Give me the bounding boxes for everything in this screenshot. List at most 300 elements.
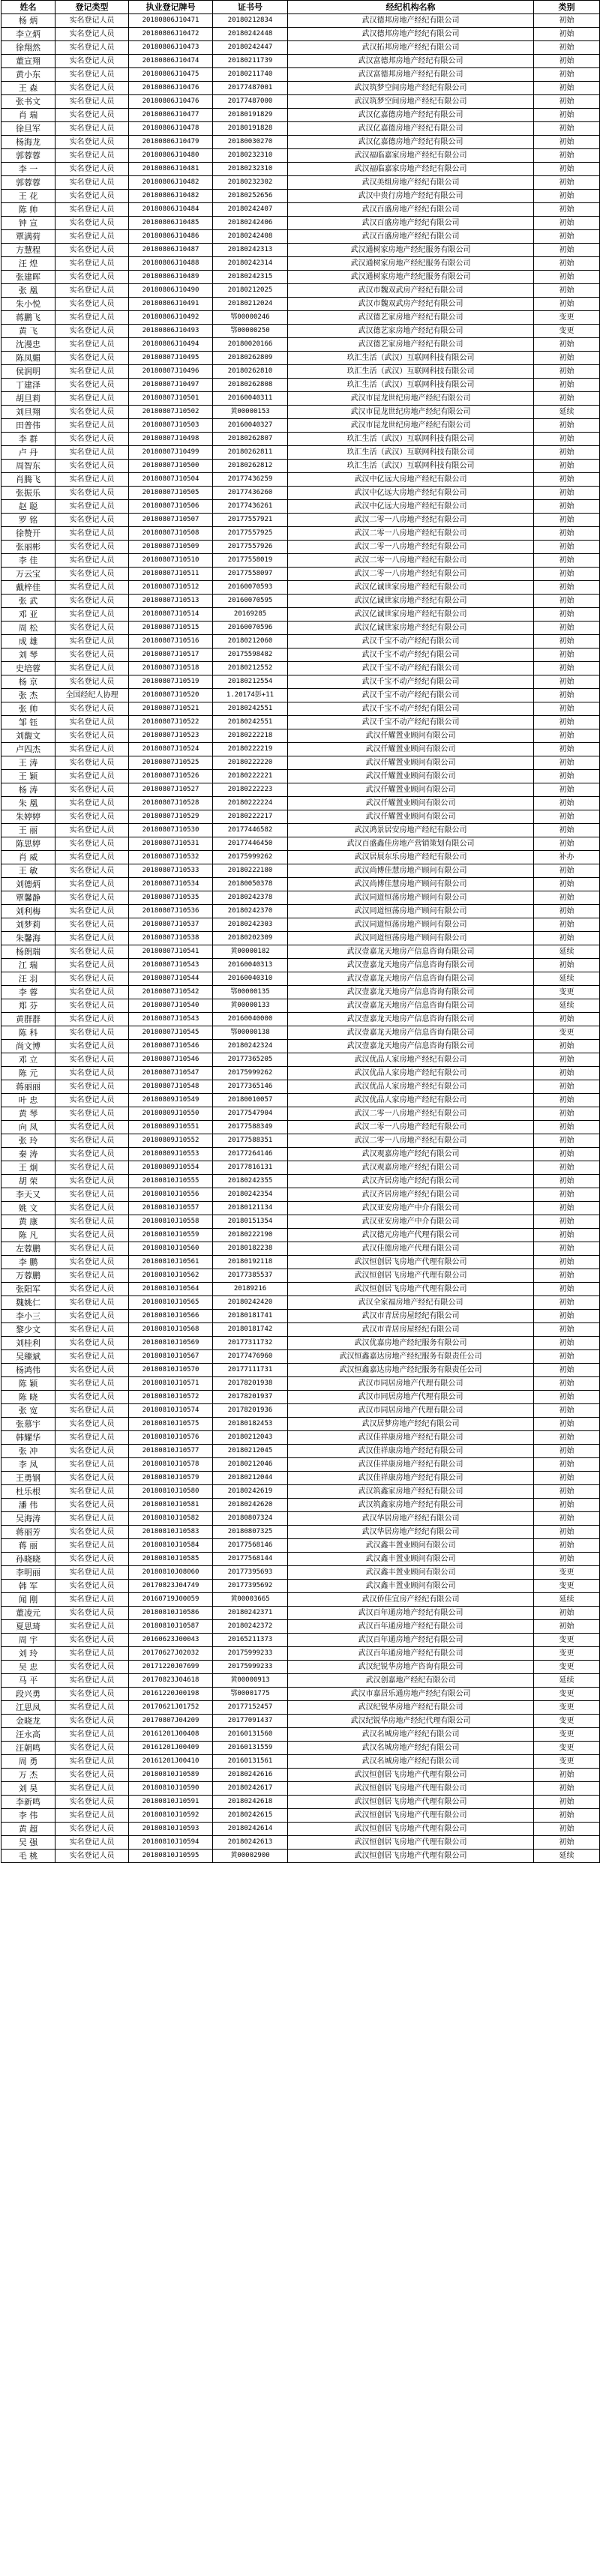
cell-category: 初始 [534,1337,600,1350]
table-row [2,1053,600,1067]
cell-cert: 1.20174彭+11 [213,689,288,702]
cell-license: 20180807J10530 [129,824,213,837]
cell-type: 实名登记人员 [56,338,129,352]
table-row [2,68,600,82]
cell-agency: 武汉通树家房地产经纪服务有限公司 [288,257,534,271]
cell-category: 变更 [534,1701,600,1715]
cell-name: 潘 伟 [2,1499,56,1512]
cell-agency: 武汉筑梦空间房地产经纪有限公司 [288,95,534,109]
table-row [2,55,600,68]
cell-name: 姚 文 [2,1202,56,1215]
col-header-type: 登记类型 [56,1,129,14]
cell-name: 李 群 [2,433,56,446]
cell-category: 初始 [534,41,600,55]
cell-name: 叶 忠 [2,1094,56,1107]
cell-license: 20180810J10560 [129,1242,213,1256]
cell-type: 实名登记人员 [56,999,129,1013]
cell-category: 初始 [534,729,600,743]
cell-agency: 武汉恒创居飞房地产代理有限公司 [288,1796,534,1809]
table-row [2,271,600,284]
cell-type: 实名登记人员 [56,1337,129,1350]
cell-category: 初始 [534,1512,600,1526]
cell-type: 实名登记人员 [56,918,129,932]
cell-agency: 武汉同道恒荡房地产顾问有限公司 [288,905,534,918]
cell-category: 初始 [534,608,600,622]
cell-cert: 20180242378 [213,891,288,905]
cell-agency: 武汉亿嘉德房地产经纪有限公司 [288,122,534,136]
cell-type: 实名登记人员 [56,1809,129,1823]
cell-agency: 武汉纪锐华房地产经纪有限公司 [288,1701,534,1715]
cell-agency: 武汉仟耀置业顾问有限公司 [288,810,534,824]
cell-license: 20180807J10546 [129,1053,213,1067]
table-row [2,257,600,271]
cell-agency: 武汉同道恒荡房地产顾问有限公司 [288,932,534,945]
cell-agency: 武汉名城房地产经纪有限公司 [288,1742,534,1755]
cell-category: 初始 [534,1310,600,1323]
cell-category: 初始 [534,1823,600,1836]
cell-name: 万云宝 [2,568,56,581]
cell-name: 张 宽 [2,1404,56,1418]
table-row [2,1337,600,1350]
cell-license: 20180807J10541 [129,945,213,959]
cell-name: 杨 炳 [2,14,56,28]
cell-license: 20180809J10552 [129,1134,213,1148]
cell-type: 实名登记人员 [56,1701,129,1715]
cell-agency: 武汉壹嘉龙天地房产信息咨询有限公司 [288,972,534,986]
cell-agency: 武汉鑫丰置业顾问有限公司 [288,1580,534,1593]
cell-license: 20180807J10523 [129,729,213,743]
cell-cert: 20177568144 [213,1553,288,1566]
cell-agency: 武汉壹嘉龙天地房产信息咨询有限公司 [288,1013,534,1026]
cell-category: 初始 [534,648,600,662]
cell-agency: 武汉居梦房地产经纪有限公司 [288,1418,534,1431]
table-row [2,325,600,338]
cell-name: 刘 玲 [2,1647,56,1661]
table-row [2,1161,600,1175]
cell-license: 20180806J10474 [129,55,213,68]
cell-license: 20180810J10593 [129,1823,213,1836]
cell-cert: 20177436260 [213,487,288,500]
table-row [2,1809,600,1823]
table-row [2,568,600,581]
cell-type: 实名登记人员 [56,122,129,136]
table-row [2,109,600,122]
cell-name: 覃满荷 [2,230,56,244]
cell-category: 初始 [534,55,600,68]
table-row [2,648,600,662]
header-row [2,1,600,14]
cell-license: 20180807J10508 [129,527,213,541]
cell-name: 杨朗瑞 [2,945,56,959]
cell-cert: 20180242614 [213,1823,288,1836]
cell-agency: 武汉百盛鑫佳房地产营销策划有限公司 [288,837,534,851]
table-row [2,95,600,109]
cell-name: 吴 忠 [2,1661,56,1674]
cell-agency: 武汉亿诚世家房地产经纪有限公司 [288,622,534,635]
cell-license: 20180806J10479 [129,136,213,149]
cell-license: 20180807J10503 [129,419,213,433]
cell-type: 实名登记人员 [56,716,129,729]
cell-type: 实名登记人员 [56,1296,129,1310]
table-row [2,14,600,28]
cell-agency: 武汉市昆龙世纪房地产经纪有限公司 [288,392,534,406]
table-row [2,122,600,136]
table-row [2,1674,600,1688]
cell-type: 实名登记人员 [56,514,129,527]
cell-category: 初始 [534,1796,600,1809]
cell-type: 实名登记人员 [56,1121,129,1134]
cell-agency: 武汉二零一八房地产经纪有限公司 [288,541,534,554]
cell-name: 张振乐 [2,487,56,500]
cell-category: 初始 [534,1229,600,1242]
cell-cert: 20180242447 [213,41,288,55]
table-row [2,1850,600,1863]
cell-name: 徐翔然 [2,41,56,55]
cell-license: 20180810J10577 [129,1445,213,1458]
cell-cert: 20180222217 [213,810,288,824]
cell-cert: 20180242370 [213,905,288,918]
cell-license: 20180807J10527 [129,783,213,797]
cell-type: 实名登记人员 [56,810,129,824]
cell-name: 刘 昊 [2,1782,56,1796]
table-row [2,824,600,837]
cell-type: 实名登记人员 [56,1215,129,1229]
table-row [2,1242,600,1256]
cell-type: 实名登记人员 [56,1202,129,1215]
cell-category: 初始 [534,1134,600,1148]
cell-category: 初始 [534,1161,600,1175]
cell-cert: 20177446450 [213,837,288,851]
table-row [2,1458,600,1472]
table-row [2,1661,600,1674]
cell-name: 肖腾飞 [2,473,56,487]
cell-type: 全国经纪人协理 [56,689,129,702]
cell-agency: 武汉市同居房地产代理有限公司 [288,1377,534,1391]
cell-license: 20180807J10521 [129,702,213,716]
cell-type: 实名登记人员 [56,1094,129,1107]
cell-agency: 武汉通树家房地产经纪服务有限公司 [288,271,534,284]
cell-type: 实名登记人员 [56,311,129,325]
cell-category: 变更 [534,1026,600,1040]
cell-license: 20161201J00408 [129,1728,213,1742]
cell-name: 刘馥文 [2,729,56,743]
table-row [2,1539,600,1553]
cell-license: 20180810J10580 [129,1485,213,1499]
cell-category: 初始 [534,810,600,824]
cell-name: 周 宇 [2,1634,56,1647]
cell-type: 实名登记人员 [56,1850,129,1863]
cell-category: 初始 [534,1202,600,1215]
cell-agency: 武汉鸿景居安房地产经纪有限公司 [288,824,534,837]
cell-type: 实名登记人员 [56,568,129,581]
cell-agency: 武汉观嘉房地产经纪有限公司 [288,1161,534,1175]
cell-type: 实名登记人员 [56,1472,129,1485]
table-row [2,1512,600,1526]
cell-cert: 20175999262 [213,1067,288,1080]
cell-cert: 20180242355 [213,1175,288,1188]
cell-name: 韩 军 [2,1580,56,1593]
cell-name: 黄 超 [2,1823,56,1836]
cell-license: 20180806J10484 [129,203,213,217]
cell-category: 延续 [534,406,600,419]
cell-category: 初始 [534,527,600,541]
cell-cert: 20180242408 [213,230,288,244]
cell-type: 实名登记人员 [56,932,129,945]
table-row [2,1283,600,1296]
cell-agency: 武汉亿嘉德房地产经纪有限公司 [288,136,534,149]
cell-license: 20180806J10487 [129,244,213,257]
cell-category: 初始 [534,1836,600,1850]
table-row [2,82,600,95]
table-row [2,311,600,325]
table-row [2,1715,600,1728]
cell-agency: 武汉恒鑫嘉达房地产经纪服务有限责任公司 [288,1350,534,1364]
cell-cert: 20180242372 [213,1620,288,1634]
cell-name: 刘德炳 [2,878,56,891]
cell-category: 初始 [534,122,600,136]
cell-type: 实名登记人员 [56,945,129,959]
cell-agency: 武汉二零一八房地产经纪有限公司 [288,527,534,541]
table-row [2,702,600,716]
cell-agency: 武汉尚博佳慧房地产顾问有限公司 [288,864,534,878]
cell-name: 邓 立 [2,1053,56,1067]
table-row [2,1094,600,1107]
table-row [2,891,600,905]
cell-cert: 20175598482 [213,648,288,662]
cell-license: 20180807J10496 [129,365,213,379]
cell-category: 初始 [534,68,600,82]
cell-license: 20161201J00409 [129,1742,213,1755]
table-row [2,487,600,500]
cell-license: 20180806J10488 [129,257,213,271]
cell-name: 吴 强 [2,1836,56,1850]
cell-name: 陈 凡 [2,1229,56,1242]
cell-type: 实名登记人员 [56,1080,129,1094]
cell-license: 20180806J10493 [129,325,213,338]
cell-name: 卢 丹 [2,446,56,460]
cell-license: 20180810J10570 [129,1364,213,1377]
cell-type: 实名登记人员 [56,851,129,864]
cell-license: 20180806J10477 [129,109,213,122]
cell-cert: 黄00003665 [213,1593,288,1607]
cell-category: 初始 [534,109,600,122]
cell-category: 初始 [534,1539,600,1553]
cell-name: 陈 帅 [2,203,56,217]
cell-agency: 武汉福临嘉家房地产经纪有限公司 [288,149,534,163]
cell-cert: 黄00000153 [213,406,288,419]
cell-type: 实名登记人员 [56,1026,129,1040]
cell-category: 初始 [534,392,600,406]
cell-agency: 武汉筑鑫家房地产经纪有限公司 [288,1499,534,1512]
cell-license: 20180807J10520 [129,689,213,702]
cell-agency: 武汉市青居房屋经纪有限公司 [288,1310,534,1323]
cell-agency: 武汉仟耀置业顾问有限公司 [288,770,534,783]
table-row [2,864,600,878]
cell-type: 实名登记人员 [56,1242,129,1256]
cell-agency: 武汉齐居房地产经纪有限公司 [288,1175,534,1188]
cell-license: 20180807J10495 [129,352,213,365]
cell-category: 初始 [534,1283,600,1296]
cell-license: 20180807J10528 [129,797,213,810]
table-row [2,1256,600,1269]
cell-name: 黄小东 [2,68,56,82]
table-row [2,1188,600,1202]
cell-name: 钟 宣 [2,217,56,230]
cell-agency: 武汉居展东乐房地产经纪有限公司 [288,851,534,864]
cell-category: 初始 [534,797,600,810]
table-row [2,986,600,999]
cell-category: 变更 [534,1661,600,1674]
cell-category: 初始 [534,743,600,756]
cell-agency: 武汉二零一八房地产经纪有限公司 [288,1134,534,1148]
table-row [2,716,600,729]
table-row [2,1823,600,1836]
cell-agency: 武汉尚博佳慧房地产顾问有限公司 [288,878,534,891]
cell-name: 汪 羽 [2,972,56,986]
cell-cert: 20180222218 [213,729,288,743]
cell-license: 20180807J10512 [129,581,213,595]
table-row [2,689,600,702]
cell-name: 江 瑞 [2,959,56,972]
cell-cert: 20175999233 [213,1661,288,1674]
cell-name: 杨 涛 [2,783,56,797]
cell-agency: 武汉德邦房地产经纪有限公司 [288,14,534,28]
cell-agency: 武汉壹嘉龙天地房产信息咨询有限公司 [288,959,534,972]
cell-cert: 20180192118 [213,1256,288,1269]
cell-category: 初始 [534,918,600,932]
cell-cert: 20177487000 [213,95,288,109]
cell-type: 实名登记人员 [56,1134,129,1148]
cell-name: 汪永高 [2,1728,56,1742]
cell-type: 实名登记人员 [56,176,129,190]
cell-type: 实名登记人员 [56,837,129,851]
cell-category: 初始 [534,257,600,271]
cell-type: 实名登记人员 [56,82,129,95]
cell-name: 方慧程 [2,244,56,257]
cell-category: 初始 [534,352,600,365]
cell-name: 蒋 丽 [2,1539,56,1553]
cell-cert: 20180212834 [213,14,288,28]
table-row [2,230,600,244]
cell-category: 初始 [534,271,600,284]
cell-agency: 武汉千宝不动产经纪有限公司 [288,635,534,648]
cell-cert: 20177385537 [213,1269,288,1283]
cell-name: 王 涛 [2,756,56,770]
cell-name: 成 雄 [2,635,56,648]
cell-name: 黄 康 [2,1215,56,1229]
cell-cert: 20177111731 [213,1364,288,1377]
cell-name: 史培蓉 [2,662,56,675]
cell-type: 实名登记人员 [56,1742,129,1755]
cell-category: 初始 [534,379,600,392]
table-row [2,1445,600,1458]
cell-category: 初始 [534,14,600,28]
cell-type: 实名登记人员 [56,1823,129,1836]
table-row [2,1404,600,1418]
cell-cert: 20178201937 [213,1391,288,1404]
cell-name: 张 凰 [2,284,56,298]
cell-name: 李小三 [2,1310,56,1323]
cell-agency: 武汉市同居房地产代理有限公司 [288,1391,534,1404]
cell-cert: 20160040310 [213,972,288,986]
cell-cert: 20177588349 [213,1121,288,1134]
cell-license: 20180810J08060 [129,1566,213,1580]
col-header-agency: 经纪机构名称 [288,1,534,14]
cell-name: 董凌元 [2,1607,56,1620]
cell-category: 初始 [534,878,600,891]
cell-name: 毛 桃 [2,1850,56,1863]
cell-license: 20180810J10579 [129,1472,213,1485]
cell-cert: 20180242616 [213,1769,288,1782]
cell-agency: 武汉市魏双武房产经纪有限公司 [288,298,534,311]
cell-category: 初始 [534,622,600,635]
table-row [2,662,600,675]
cell-category: 初始 [534,284,600,298]
cell-agency: 武汉恒创居飞房地产代理有限公司 [288,1283,534,1296]
cell-agency: 武汉二零一八房地产经纪有限公司 [288,1107,534,1121]
cell-cert: 20180222190 [213,1229,288,1242]
cell-type: 实名登记人员 [56,271,129,284]
cell-cert: 20177436259 [213,473,288,487]
cell-cert: 鄂00000138 [213,1026,288,1040]
cell-agency: 武汉亿诚世家房地产经纪有限公司 [288,581,534,595]
cell-agency: 武汉市魏双武房产经纪有限公司 [288,284,534,298]
cell-type: 实名登记人员 [56,473,129,487]
cell-license: 20180810J10572 [129,1391,213,1404]
cell-license: 20180806J10489 [129,271,213,284]
cell-name: 赵 聪 [2,500,56,514]
cell-agency: 武汉恒创居飞房地产代理有限公司 [288,1782,534,1796]
cell-category: 初始 [534,176,600,190]
cell-category: 初始 [534,217,600,230]
cell-type: 实名登记人员 [56,1553,129,1566]
cell-cert: 20177365205 [213,1053,288,1067]
cell-cert: 20180242314 [213,257,288,271]
cell-license: 20180810J10584 [129,1539,213,1553]
cell-name: 韩耀华 [2,1431,56,1445]
cell-type: 实名登记人员 [56,257,129,271]
cell-cert: 20180242406 [213,217,288,230]
cell-name: 黎少文 [2,1323,56,1337]
cell-cert: 20180222224 [213,797,288,810]
cell-license: 20170823J04618 [129,1674,213,1688]
cell-name: 王 森 [2,82,56,95]
table-row [2,1593,600,1607]
cell-agency: 武汉壹嘉龙天地房产信息咨询有限公司 [288,1040,534,1053]
table-row [2,1769,600,1782]
cell-license: 20180806J10481 [129,163,213,176]
cell-name: 蒋丽芳 [2,1526,56,1539]
cell-license: 20180806J10476 [129,82,213,95]
cell-license: 20180807J10509 [129,541,213,554]
cell-license: 20180810J10559 [129,1229,213,1242]
cell-license: 20180807J10526 [129,770,213,783]
cell-cert: 20180242303 [213,918,288,932]
cell-type: 实名登记人员 [56,1836,129,1850]
cell-agency: 武汉华居房地产经纪有限公司 [288,1526,534,1539]
cell-type: 实名登记人员 [56,1661,129,1674]
cell-type: 实名登记人员 [56,986,129,999]
table-row [2,1323,600,1337]
cell-cert: 20160131559 [213,1742,288,1755]
cell-type: 实名登记人员 [56,1539,129,1553]
cell-agency: 武汉壹嘉龙天地房产信息咨询有限公司 [288,1026,534,1040]
cell-license: 20180809J10549 [129,1094,213,1107]
cell-category: 初始 [534,433,600,446]
cell-agency: 玖汇生活（武汉）互联网科技有限公司 [288,446,534,460]
cell-category: 初始 [534,1769,600,1782]
cell-cert: 20180252656 [213,190,288,203]
